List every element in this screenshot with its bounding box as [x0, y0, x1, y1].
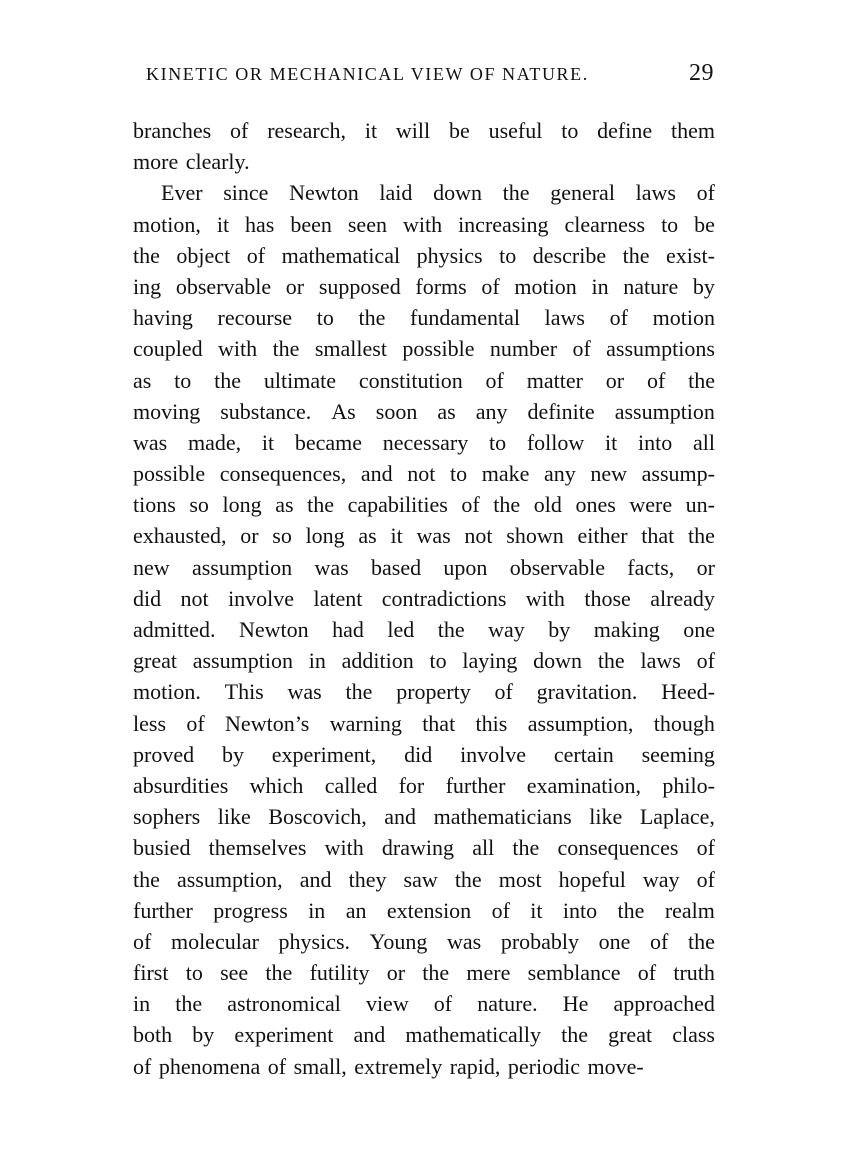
- text-line: admitted. Newton had led the way by making one: [133, 617, 715, 642]
- text-line: tions so long as the capabilities of the old ones were un-: [133, 492, 715, 518]
- text-line: proved by experiment, did involve certain seeming: [133, 741, 715, 767]
- paragraph: [133, 177, 715, 1081]
- text-line: exhausted, or so long as it was not shown either that the: [133, 523, 715, 549]
- text-line: ing observable or supposed forms of motion in nature by: [133, 273, 715, 299]
- text-line: less of Newton’s warning that this assumption, though: [133, 710, 715, 736]
- text-line: of molecular physics. Young was probably one of the: [133, 928, 715, 954]
- page-header: [146, 60, 714, 92]
- text-line: new assumption was based upon observable facts, or: [133, 554, 715, 580]
- text-line: great assumption in addition to laying down the laws of: [133, 648, 715, 674]
- text-line: Ever since Newton laid down the general laws of: [161, 180, 715, 206]
- text-line: branches of research, it will be useful to define them: [133, 118, 715, 143]
- text-line: more clearly.: [133, 149, 250, 175]
- text-line: absurdities which called for further examination, philo-: [133, 772, 715, 798]
- text-line: further progress in an extension of it into the realm: [133, 897, 715, 923]
- text-line: busied themselves with drawing all the consequences of: [133, 835, 715, 861]
- text-line: the assumption, and they saw the most hopeful way of: [133, 866, 715, 892]
- paragraph: [133, 115, 715, 177]
- text-line: did not involve latent contradictions with those already: [133, 585, 715, 611]
- text-line: as to the ultimate constitution of matter or of the: [133, 367, 715, 393]
- text-line: first to see the futility or the mere semblance of truth: [133, 960, 715, 986]
- text-line: motion. This was the property of gravitation. Heed-: [133, 679, 715, 705]
- text-line: both by experiment and mathematically the great class: [133, 1022, 715, 1048]
- text-line: was made, it became necessary to follow it into all: [133, 429, 715, 455]
- text-line: moving substance. As soon as any definite assumption: [133, 398, 715, 424]
- text-line: motion, it has been seen with increasing clearness to be: [133, 211, 715, 237]
- page-number: 29: [689, 60, 714, 86]
- text-line: the object of mathematical physics to describe the exist-: [133, 242, 715, 268]
- text-line: sophers like Boscovich, and mathematicians like Laplace,: [133, 804, 715, 830]
- text-line: of phenomena of small, extremely rapid, periodic move-: [133, 1053, 644, 1079]
- text-line: coupled with the smallest possible number of assumptions: [133, 336, 715, 362]
- text-line: possible consequences, and not to make any new assump-: [133, 461, 715, 487]
- text-line: in the astronomical view of nature. He approached: [133, 991, 715, 1017]
- text-line: having recourse to the fundamental laws of motion: [133, 305, 715, 331]
- body-text: [133, 115, 715, 1082]
- running-head: KINETIC OR MECHANICAL VIEW OF NATURE.: [146, 64, 589, 84]
